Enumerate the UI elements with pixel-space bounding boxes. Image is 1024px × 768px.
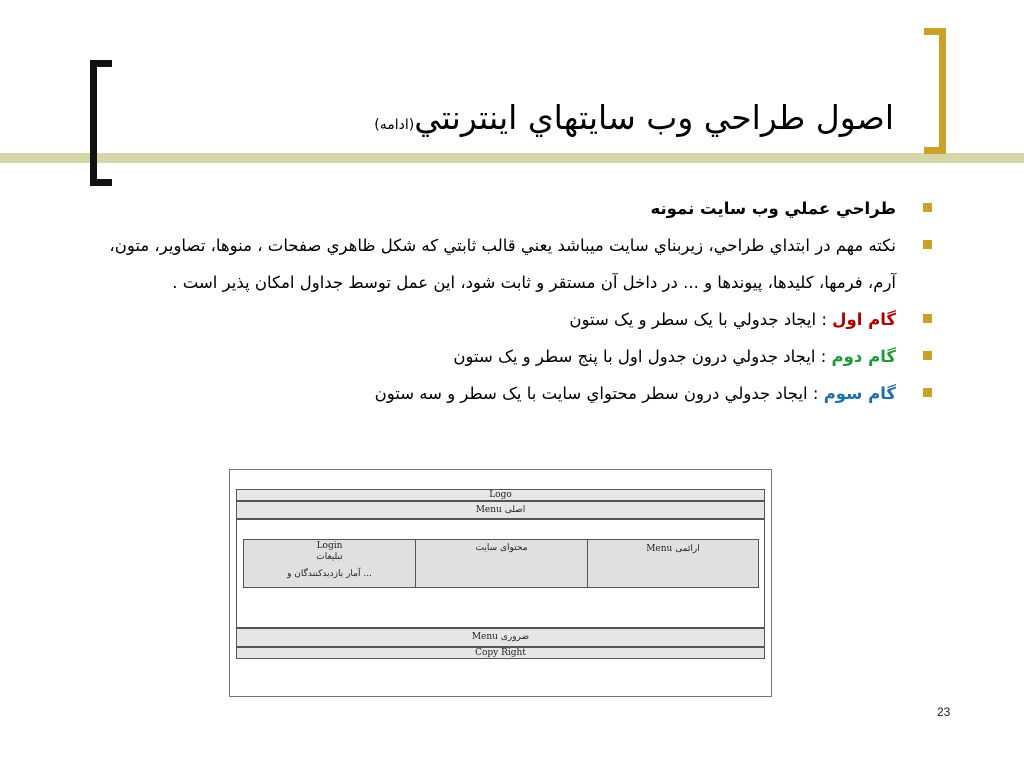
slide-title — [374, 98, 894, 137]
step-label: گام سوم — [823, 384, 896, 403]
right-bracket-decoration — [924, 28, 946, 154]
bullet-list — [106, 190, 896, 412]
main-menu-label: Menu اصلی — [475, 505, 526, 515]
left-bracket-decoration — [90, 60, 112, 186]
bottom-menu-row — [236, 628, 765, 647]
bullet-text: ايجاد جدولي درون سطر محتواي سايت با يک سطر و سه ستون — [374, 384, 808, 403]
bullet-text: ايجاد جدولي با يک سطر و يک ستون — [569, 310, 817, 329]
bullet-text: نكته مهم در ابتداي طراحي، زيربناي سايت ميباشد يعني قالب ثابتي كه شكل ظاهري صفحات ، منوها، تصاوير، متون، آرم، فرمها، كليدها، پيوندها و ... در داخل آن مستقر و ثابت شود، اين عمل توسط جداول امكان پذير است . — [109, 236, 896, 292]
copyright-row: Copy Right — [236, 647, 765, 659]
bullet-item — [106, 190, 896, 227]
site-content-label: محتوای سایت — [475, 543, 528, 553]
right-menu-label: Menu ارائمی — [646, 544, 700, 554]
bullet-text: طراحي عملي وب سايت نمونه — [650, 199, 896, 218]
center-column-cell — [415, 539, 588, 588]
bottom-menu-label: Menu ضروری — [471, 632, 530, 642]
bullet-text: ايجاد جدولي درون جدول اول با پنج سطر و يک ستون — [453, 347, 816, 366]
main-menu-row — [236, 501, 765, 519]
bullet-item — [106, 227, 896, 301]
bullet-separator: : — [807, 384, 824, 403]
title-underline-band — [0, 153, 1024, 163]
right-column-cell — [587, 539, 759, 588]
title-subtitle: (ادامه) — [374, 117, 415, 133]
ads-label: تبلیغات — [316, 552, 343, 562]
bullet-item — [106, 338, 896, 375]
logo-row: Logo — [236, 489, 765, 501]
page-number: 23 — [937, 705, 951, 719]
login-label: Login — [316, 541, 343, 551]
bullet-item — [106, 375, 896, 412]
bullet-separator: : — [816, 310, 833, 329]
left-column-cell — [243, 539, 416, 588]
bullet-item — [106, 301, 896, 338]
title-main: اصول طراحي وب سايتهاي اينترنتي — [414, 98, 894, 137]
visitor-stats-label: آمار بازدیدکنندگان و ... — [287, 569, 372, 579]
layout-diagram — [229, 469, 772, 697]
step-label: گام دوم — [831, 347, 896, 366]
step-label: گام اول — [832, 310, 896, 329]
bullet-separator: : — [815, 347, 832, 366]
